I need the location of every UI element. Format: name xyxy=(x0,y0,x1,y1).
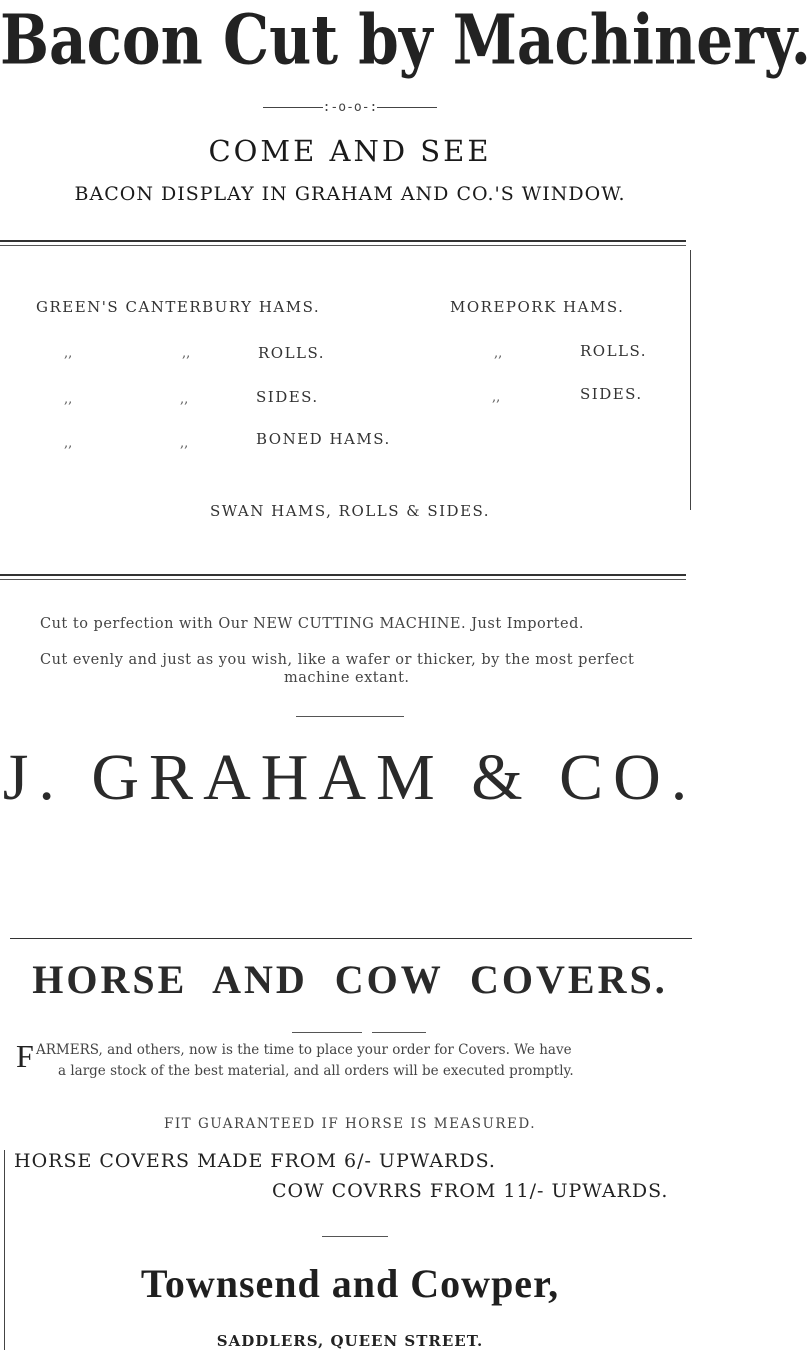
fit-guaranteed: FIT GUARANTEED IF HORSE IS MEASURED. xyxy=(163,1116,536,1132)
greens-boned-hams: BONED HAMS. xyxy=(256,430,391,448)
greens-sides: SIDES. xyxy=(256,388,319,406)
graham-firm-name: J. GRAHAM & CO. xyxy=(2,741,698,814)
farmers-dropcap: F xyxy=(16,1038,34,1074)
morepork-rolls: ROLLS. xyxy=(580,342,648,360)
double-rule-1 xyxy=(0,240,686,246)
greens-hams-header: GREEN'S CANTERBURY HAMS. xyxy=(36,298,321,316)
saddlers-address: SADDLERS, QUEEN STREET. xyxy=(216,1332,484,1350)
cutting-line-3: machine extant. xyxy=(284,670,410,686)
ornament-line-left xyxy=(263,107,323,108)
double-rule-2 xyxy=(0,574,686,580)
swan-hams-line: SWAN HAMS, ROLLS & SIDES. xyxy=(209,502,491,520)
ditto-mark: ,, xyxy=(64,436,73,451)
short-divider xyxy=(372,1032,426,1033)
ditto-mark: ,, xyxy=(180,392,189,407)
section-rule xyxy=(10,938,692,939)
ornament-divider xyxy=(0,100,700,115)
horse-cow-headline: HORSE AND COW COVERS. xyxy=(32,957,668,1002)
cow-covers-price: COW COVRRS FROM 11/- UPWARDS. xyxy=(272,1180,669,1202)
ditto-mark: ,, xyxy=(180,436,189,451)
ditto-mark: ,, xyxy=(494,346,503,361)
greens-rolls: ROLLS. xyxy=(258,344,326,362)
bacon-headline: Bacon Cut by Machinery. xyxy=(0,0,811,81)
ditto-mark: ,, xyxy=(64,392,73,407)
farmers-line-2: a large stock of the best material, and all orders will be executed promptly. xyxy=(58,1063,574,1079)
morepork-sides: SIDES. xyxy=(580,385,643,403)
bacon-display-line: BACON DISPLAY IN GRAHAM AND CO.'S WINDOW. xyxy=(74,183,626,205)
ornament-text: :-o-o-: xyxy=(322,100,378,115)
farmers-line-1: ARMERS, and others, now is the time to place your order for Covers. We have xyxy=(36,1042,572,1058)
short-divider xyxy=(296,716,404,717)
column-border-left xyxy=(4,1150,5,1350)
ditto-mark: ,, xyxy=(64,346,73,361)
short-divider xyxy=(292,1032,362,1033)
ditto-mark: ,, xyxy=(182,346,191,361)
short-divider xyxy=(322,1236,388,1237)
cutting-line-1: Cut to perfection with Our NEW CUTTING MACHINE. Just Imported. xyxy=(40,616,584,632)
morepork-hams-header: MOREPORK HAMS. xyxy=(450,298,625,316)
come-and-see: COME AND SEE xyxy=(208,134,492,168)
townsend-firm-name: Townsend and Cowper, xyxy=(140,1261,560,1306)
column-border-right xyxy=(690,250,691,510)
ditto-mark: ,, xyxy=(492,390,501,405)
horse-covers-price: HORSE COVERS MADE FROM 6/- UPWARDS. xyxy=(14,1150,496,1172)
ornament-line-right xyxy=(377,107,437,108)
cutting-line-2: Cut evenly and just as you wish, like a wafer or thicker, by the most perfect xyxy=(40,652,635,668)
